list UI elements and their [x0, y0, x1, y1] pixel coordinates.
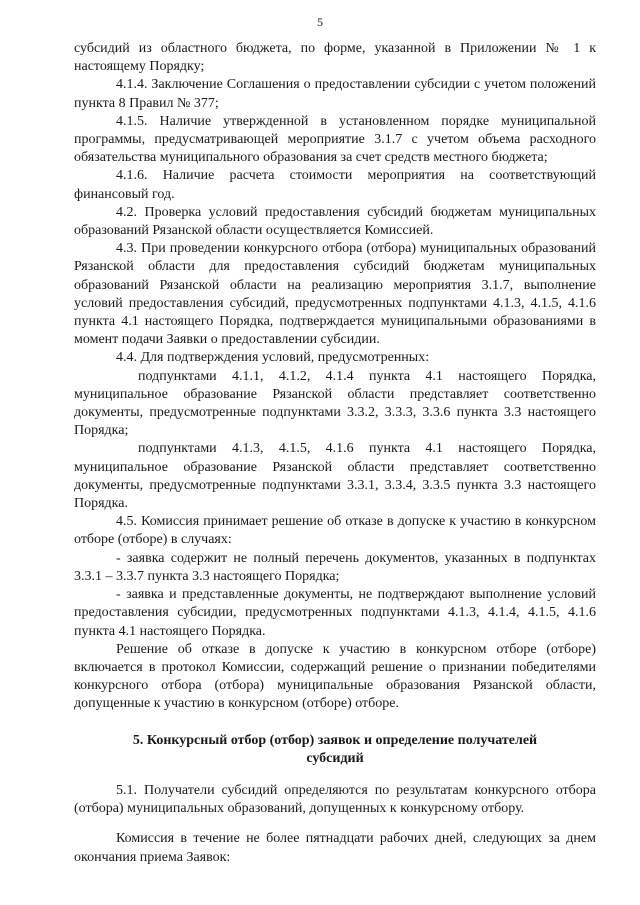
paragraph: 4.1.4. Заключение Соглашения о предоставлении субсидии с учетом положений пункта 8 Правил № 377;	[74, 77, 596, 111]
document-body	[74, 40, 596, 867]
paragraph: 4.1.5. Наличие утвержденной в установленном порядке муниципальной программы, предусматривающей мероприятие 3.1.7 с учетом объема расходного обязательства муниципального образования за счет средств местного бюджета;	[74, 113, 596, 166]
page-number: 5	[317, 15, 323, 29]
paragraph: - заявка содержит не полный перечень документов, указанных в подпунктах 3.3.1 – 3.3.7 пункта 3.3 настоящего Порядка;	[74, 550, 596, 584]
paragraph: 5.1. Получатели субсидий определяются по результатам конкурсного отбора (отбора) муниципальных образований, допущенных к конкурсному отбору.	[74, 782, 596, 817]
paragraph: 4.3. При проведении конкурсного отбора (отбора) муниципальных образований Рязанской области для предоставления субсидий бюджетам муниципальных образований Рязанской области на реализацию мероприятия 3.1.7, выполнение условий предоставления субсидий, предусмотренных подпунктами 4.1.3, 4.1.5, 4.1.6 пункта 4.1 настоящего Порядка, подтверждается муниципальными образованиями в момент подачи Заявки о предоставлении субсидии.	[74, 241, 596, 348]
paragraph: подпунктами 4.1.1, 4.1.2, 4.1.4 пункта 4.1 настоящего Порядка, муниципальное образование Рязанской области представляет соответственно документы, предусмотренные подпунктами 3.3.2, 3.3.3, 3.3.6 пункта 3.3 настоящего Порядка;	[74, 368, 596, 439]
paragraph: Комиссия в течение не более пятнадцати рабочих дней, следующих за днем окончания приема Заявок:	[74, 831, 596, 865]
spacer	[74, 818, 596, 830]
paragraph: 4.5. Комиссия принимает решение об отказе в допуске к участию в конкурсном отборе (отборе) в случаях:	[74, 514, 596, 548]
paragraph: - заявка и представленные документы, не подтверждают выполнение условий предоставления субсидии, предусмотренных подпунктами 4.1.3, 4.1.4, 4.1.5, 4.1.6 пункта 4.1 настоящего Порядка.	[74, 587, 596, 639]
paragraph: 4.2. Проверка условий предоставления субсидий бюджетам муниципальных образований Рязанской области осуществляется Комиссией.	[74, 204, 596, 239]
paragraph: Решение об отказе в допуске к участию в конкурсном отборе (отборе) включается в протокол Комиссии, содержащий решение о признании победителями конкурсного отбора (отбора) муниципальные образования Рязанской области, допущенные к участию в конкурсном (отборе) отборе.	[74, 641, 596, 712]
paragraph: 4.1.6. Наличие расчета стоимости мероприятия на соответствующий финансовый год.	[74, 168, 596, 202]
paragraph: 4.4. Для подтверждения условий, предусмотренных:	[116, 350, 430, 366]
paragraph: субсидий из областного бюджета, по форме, указанной в Приложении № 1 к настоящему Порядку;	[74, 41, 596, 75]
paragraph: подпунктами 4.1.3, 4.1.5, 4.1.6 пункта 4.1 настоящего Порядка, муниципальное образование Рязанской области представляет соответственно документы, предусмотренные подпунктами 3.3.1, 3.3.4, 3.3.5 пункта 3.3 настоящего Порядка.	[74, 441, 596, 512]
section-heading: 5. Конкурсный отбор (отбор) заявок и определение получателей субсидий	[132, 732, 538, 766]
